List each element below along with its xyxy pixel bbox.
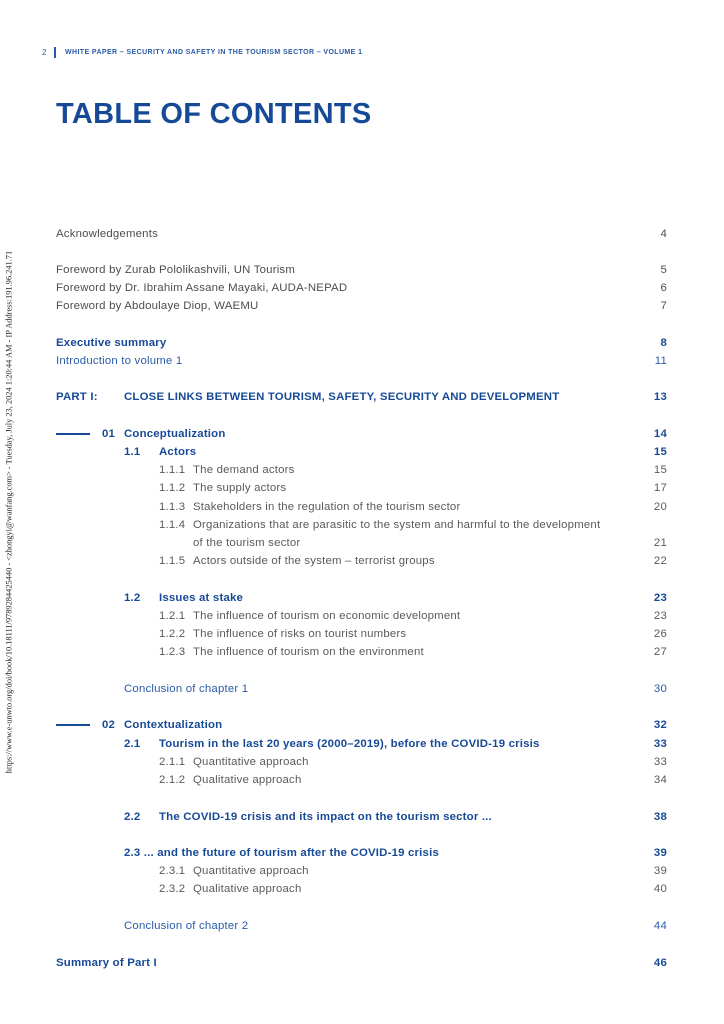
toc-page-number: 32 (653, 719, 667, 731)
toc-section-number: 1.1.4 (159, 519, 186, 531)
toc-page-number: 4 (660, 228, 667, 240)
toc-entry-section-2-3-1[interactable] (0, 862, 724, 880)
toc-entry-section-1-2-2[interactable] (0, 625, 724, 643)
toc-chapter-number: 02 (102, 719, 116, 731)
toc-label: Acknowledgements (56, 228, 158, 240)
toc-page-number: 15 (653, 464, 667, 476)
toc-label-continued: of the tourism sector (193, 537, 301, 549)
toc-page-number: 34 (653, 774, 667, 786)
toc-entry-executive-summary[interactable] (0, 334, 724, 352)
page-title: TABLE OF CONTENTS (56, 98, 372, 130)
toc-label: CLOSE LINKS BETWEEN TOURISM, SAFETY, SECURITY AND DEVELOPMENT (124, 391, 560, 403)
toc-section-number: 1.1.1 (159, 464, 186, 476)
toc-section-number: 1.2.1 (159, 610, 186, 622)
toc-page-number: 6 (660, 282, 667, 294)
side-watermark-text: https://www.e-unwto.org/doi/book/10.18111/9789284425440 - <zhongyi@wanfang.com> - Tuesday, July 23, 2024 1:20:44 AM - IP Address:191.96.241.71 (4, 250, 14, 774)
chapter-dash-marker (56, 724, 90, 726)
toc-section-number: 2.1.1 (159, 756, 186, 768)
toc-entry-foreword-3[interactable] (0, 297, 724, 315)
toc-page-number: 38 (653, 811, 667, 823)
toc-label: Foreword by Dr. Ibrahim Assane Mayaki, AUDA-NEPAD (56, 282, 348, 294)
toc-entry-section-2-3-2[interactable] (0, 880, 724, 898)
toc-section-number: 2.1.2 (159, 774, 186, 786)
toc-page-number: 33 (653, 756, 667, 768)
toc-entry-chapter-2[interactable] (0, 716, 724, 734)
chapter-dash-marker (56, 433, 90, 435)
toc-entry-chapter-1[interactable] (0, 425, 724, 443)
toc-label: The demand actors (193, 464, 295, 476)
toc-page-number: 15 (653, 446, 667, 458)
toc-entry-section-2-1-2[interactable] (0, 771, 724, 789)
toc-section-number: 2.1 (124, 738, 141, 750)
toc-section-number: 1.1.3 (159, 501, 186, 513)
toc-label: Organizations that are parasitic to the system and harmful to the development (193, 519, 601, 531)
toc-entry-section-2-3[interactable] (0, 844, 724, 862)
toc-entry-section-1-2-1[interactable] (0, 607, 724, 625)
toc-page-number: 39 (653, 847, 667, 859)
toc-entry-section-1-1-1[interactable] (0, 461, 724, 479)
toc-label: Conclusion of chapter 2 (124, 920, 249, 932)
toc-label: Introduction to volume 1 (56, 355, 183, 367)
toc-label: Actors outside of the system – terrorist groups (193, 555, 435, 567)
toc-entry-section-1-1-4-cont[interactable] (0, 534, 724, 552)
toc-entry-conclusion-chapter-1[interactable] (0, 680, 724, 698)
toc-section-number: 1.2.2 (159, 628, 186, 640)
toc-page-number: 13 (653, 391, 667, 403)
toc-page-number: 23 (653, 610, 667, 622)
toc-entry-introduction[interactable] (0, 352, 724, 370)
toc-section-number: 2.3.2 (159, 883, 186, 895)
toc-page-number: 23 (653, 592, 667, 604)
toc-page-number: 22 (653, 555, 667, 567)
toc-page-number: 11 (654, 355, 667, 367)
toc-entry-part-1[interactable] (0, 388, 724, 406)
toc-label: The influence of tourism on the environment (193, 646, 424, 658)
toc-chapter-number: 01 (102, 428, 116, 440)
toc-entry-section-1-1-5[interactable] (0, 552, 724, 570)
toc-label: Quantitative approach (193, 756, 309, 768)
toc-entry-foreword-2[interactable] (0, 279, 724, 297)
toc-entry-section-2-1-1[interactable] (0, 753, 724, 771)
toc-entry-acknowledgements[interactable] (0, 225, 724, 243)
toc-entry-foreword-1[interactable] (0, 261, 724, 279)
header-running-title: WHITE PAPER – SECURITY AND SAFETY IN THE TOURISM SECTOR – VOLUME 1 (65, 48, 363, 56)
toc-label: The influence of tourism on economic development (193, 610, 461, 622)
toc-label: 2.3 ... and the future of tourism after the COVID-19 crisis (124, 847, 439, 859)
toc-entry-section-1-1-2[interactable] (0, 479, 724, 497)
toc-label: Qualitative approach (193, 774, 302, 786)
toc-page-number: 14 (653, 428, 667, 440)
toc-entry-section-2-2[interactable] (0, 808, 724, 826)
toc-part-prefix: PART I: (56, 391, 98, 403)
toc-section-number: 1.1 (124, 446, 141, 458)
toc-label: The COVID-19 crisis and its impact on the tourism sector ... (159, 811, 492, 823)
toc-label: Tourism in the last 20 years (2000–2019), before the COVID-19 crisis (159, 738, 540, 750)
toc-entry-section-1-1-3[interactable] (0, 498, 724, 516)
toc-page-number: 40 (653, 883, 667, 895)
toc-label: Quantitative approach (193, 865, 309, 877)
toc-page-number: 46 (653, 957, 667, 969)
toc-page-number: 21 (653, 537, 667, 549)
toc-section-number: 1.1.5 (159, 555, 186, 567)
toc-page-number: 26 (653, 628, 667, 640)
toc-label: Summary of Part I (56, 957, 157, 969)
toc-page-number: 39 (653, 865, 667, 877)
toc-page-number: 27 (653, 646, 667, 658)
toc-section-number: 1.1.2 (159, 482, 186, 494)
toc-page-number: 17 (653, 482, 667, 494)
toc-entry-summary-part-1[interactable] (0, 954, 724, 972)
toc-label: Actors (159, 446, 197, 458)
toc-page-number: 7 (660, 300, 667, 312)
toc-label: Foreword by Abdoulaye Diop, WAEMU (56, 300, 259, 312)
toc-section-number: 1.2 (124, 592, 141, 604)
toc-label: The influence of risks on tourist numbers (193, 628, 407, 640)
header-page-number: 2 (42, 47, 47, 57)
toc-page-number: 33 (653, 738, 667, 750)
toc-page-number: 20 (653, 501, 667, 513)
toc-section-number: 1.2.3 (159, 646, 186, 658)
toc-entry-section-1-1[interactable] (0, 443, 724, 461)
toc-section-number: 2.3.1 (159, 865, 186, 877)
toc-label: Contextualization (124, 719, 223, 731)
toc-entry-conclusion-chapter-2[interactable] (0, 917, 724, 935)
toc-label: Qualitative approach (193, 883, 302, 895)
toc-label: The supply actors (193, 482, 287, 494)
toc-entry-section-1-1-4[interactable] (0, 516, 724, 534)
toc-entry-section-1-2[interactable] (0, 589, 724, 607)
toc-label: Executive summary (56, 337, 167, 349)
toc-entry-section-1-2-3[interactable] (0, 643, 724, 661)
toc-label: Conceptualization (124, 428, 226, 440)
toc-section-number: 2.2 (124, 811, 141, 823)
toc-label: Issues at stake (159, 592, 244, 604)
toc-page-number: 5 (660, 264, 667, 276)
toc-label: Foreword by Zurab Pololikashvili, UN Tourism (56, 264, 296, 276)
toc-label: Stakeholders in the regulation of the tourism sector (193, 501, 461, 513)
toc-label: Conclusion of chapter 1 (124, 683, 249, 695)
toc-page-number: 30 (653, 683, 667, 695)
toc-page-number: 44 (653, 920, 667, 932)
toc-page-number: 8 (660, 337, 667, 349)
toc-entry-section-2-1[interactable] (0, 735, 724, 753)
